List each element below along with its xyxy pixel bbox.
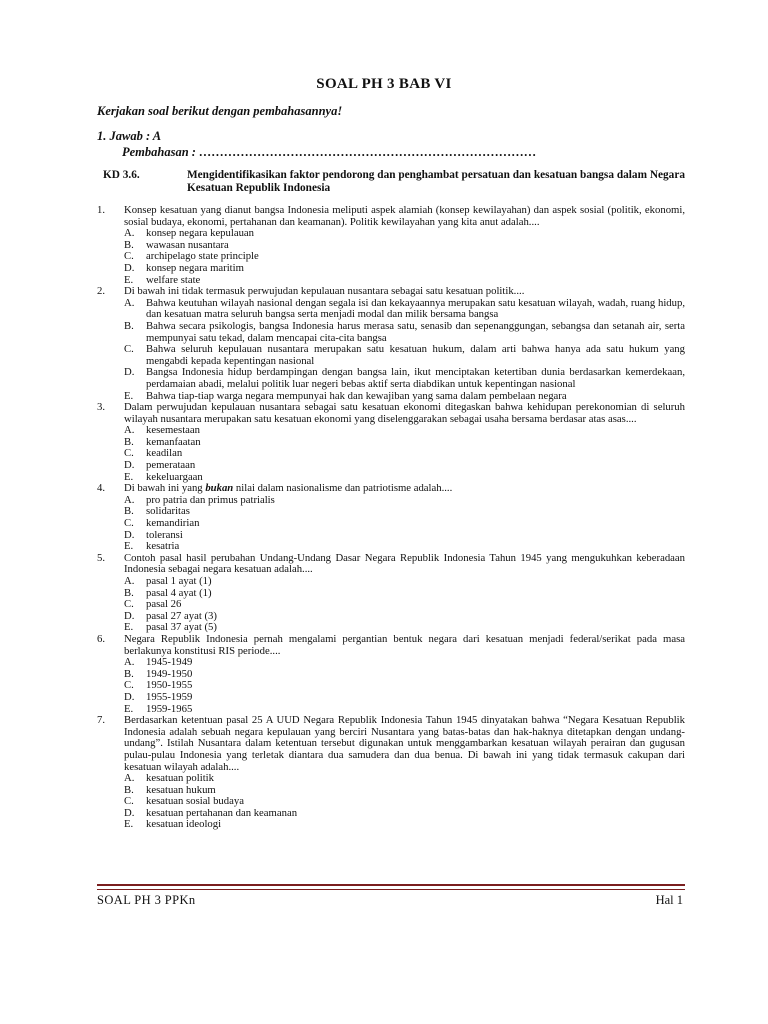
option-letter: B. — [124, 667, 134, 680]
question-stem: Contoh pasal hasil perubahan Undang-Undang Dasar Negara Republik Indonesia Tahun 1945 yang mengukuhkan keberadaan Indonesia sebagai negara kesatuan adalah.... — [124, 551, 685, 576]
option-letter: A. — [124, 493, 135, 506]
answer-option — [124, 437, 685, 449]
option-text: kemanfaatan — [146, 435, 201, 448]
option-text: solidaritas — [146, 505, 190, 518]
option-letter: C. — [124, 250, 134, 263]
footer-rule — [97, 884, 685, 886]
stem-emphasis: bukan — [205, 482, 234, 495]
answer-option — [124, 448, 685, 460]
answer-option — [124, 495, 685, 507]
option-text: Bahwa secara psikologis, bangsa Indonesia harus merasa satu, senasib dan sepenanggungan, sebangsa dan setanah air, serta mempunyai satu tekad, dalam mencapai cita-cita bangsa — [146, 319, 685, 344]
option-letter: C. — [124, 517, 134, 530]
answer-option — [124, 657, 685, 669]
answer-option — [124, 506, 685, 518]
answer-option — [124, 425, 685, 437]
question-item — [97, 634, 685, 715]
option-letter: B. — [124, 319, 134, 332]
answer-option — [124, 460, 685, 472]
question-stem: Negara Republik Indonesia pernah mengalami pergantian bentuk negara dari kesatuan menjadi federal/serikat pada masa berlakunya konstitusi RIS periode.... — [124, 632, 685, 657]
question-item — [97, 402, 685, 483]
question-number: 1. — [97, 204, 106, 216]
option-text: wawasan nusantara — [146, 238, 229, 251]
stem-text: nilai dalam nasionalisme dan patriotisme adalah.... — [233, 482, 453, 495]
option-letter: D. — [124, 366, 135, 379]
option-text: 1949-1950 — [146, 667, 193, 680]
question-number: 7. — [97, 714, 106, 727]
option-letter: A. — [124, 772, 135, 785]
question-number: 3. — [97, 401, 106, 414]
option-letter: E. — [124, 273, 134, 286]
option-letter: B. — [124, 238, 134, 251]
option-text: pro patria dan primus patrialis — [146, 493, 275, 506]
option-text: kesatuan ideologi — [146, 818, 222, 831]
option-letter: A. — [124, 227, 135, 240]
option-letter: D. — [124, 261, 135, 274]
option-letter: D. — [124, 690, 135, 703]
answer-option — [124, 680, 685, 692]
answer-option — [124, 692, 685, 704]
option-text: kesatria — [146, 540, 180, 553]
option-text: kesatuan politik — [146, 772, 214, 785]
answer-option — [124, 819, 685, 831]
option-text: kesatuan sosial budaya — [146, 795, 244, 808]
example-explanation: Pembahasan : ……………………………………………………………………… — [122, 145, 537, 159]
option-letter: C. — [124, 795, 134, 808]
answer-option — [124, 669, 685, 681]
option-letter: C. — [124, 598, 134, 611]
question-item — [97, 715, 685, 831]
option-text: pasal 4 ayat (1) — [146, 586, 212, 599]
question-stem: Berdasarkan ketentuan pasal 25 A UUD Negara Republik Indonesia Tahun 1945 dinyatakan bahwa “Negara Kesatuan Republik Indonesia adalah sebuah negara kepulauan yang berciri Nusantara yang batas-batas dan hak-haknya ditetapkan dengan undang-undang”. Istilah Nusantara dalam ketentuan tersebut digunakan untuk menggambarkan kesatuan wilayah perairan dan gugusan pulau-pulau Indonesia yang terletak diantara dua samudera dan dua benua. Di bawah ini yang tidak termasuk cakupan dari kesatuan wilayah adalah.... — [124, 714, 685, 773]
question-item — [97, 205, 685, 286]
question-item — [97, 286, 685, 402]
option-letter: E. — [124, 818, 134, 831]
option-text: pasal 27 ayat (3) — [146, 609, 217, 622]
option-text: kekeluargaan — [146, 470, 203, 483]
option-letter: C. — [124, 343, 134, 356]
option-letter: E. — [124, 702, 134, 715]
answer-option — [124, 298, 685, 321]
footer-rule-thin — [97, 889, 685, 890]
stem-text: Di bawah ini yang — [124, 482, 206, 495]
answer-option — [124, 367, 685, 390]
option-text: kesatuan hukum — [146, 783, 216, 796]
kd-code: KD 3.6. — [103, 169, 140, 181]
option-letter: D. — [124, 459, 135, 472]
option-text: toleransi — [146, 528, 183, 541]
question-item — [97, 483, 685, 553]
footer-page-number: Hal 1 — [655, 893, 683, 907]
option-text: archipelago state principle — [146, 250, 259, 263]
option-letter: B. — [124, 783, 134, 796]
question-stem: Di bawah ini tidak termasuk perwujudan kepulauan nusantara sebagai satu kesatuan politik.... — [124, 285, 525, 298]
kd-text: Mengidentifikasikan faktor pendorong dan penghambat persatuan dan kesatuan bangsa dalam Negara Kesatuan Republik Indonesia — [187, 169, 685, 194]
option-text: kesatuan pertahanan dan keamanan — [146, 806, 298, 819]
option-text: 1955-1959 — [146, 690, 193, 703]
question-number: 2. — [97, 285, 106, 298]
option-text: Bangsa Indonesia hidup berdampingan dengan bangsa lain, ikut menciptakan ketertiban dunia berdasarkan kemerdekaan, perdamaian abadi, melalui politik luar negeri bebas aktif serta diabdikan untuk kepentingan nasional — [146, 366, 685, 390]
option-letter: E. — [124, 621, 134, 634]
question-item — [97, 553, 685, 634]
question-list — [97, 205, 685, 831]
option-letter: E. — [124, 540, 134, 553]
option-letter: A. — [124, 296, 135, 309]
answer-option — [124, 344, 685, 367]
option-letter: E. — [124, 470, 134, 483]
option-letter: D. — [124, 609, 135, 622]
option-text: 1945-1949 — [146, 656, 193, 669]
option-letter: D. — [124, 806, 135, 819]
instruction: Kerjakan soal berikut dengan pembahasannya! — [97, 104, 343, 118]
answer-option — [124, 518, 685, 530]
option-text: kesemestaan — [146, 424, 201, 437]
answer-option — [124, 321, 685, 344]
option-letter: E. — [124, 389, 134, 402]
option-letter: A. — [124, 424, 135, 437]
answer-option — [124, 588, 685, 600]
question-stem: Konsep kesatuan yang dianut bangsa Indonesia meliputi aspek alamiah (konsep kewilayahan) dan aspek sosial (politik, ekonomi, sosial budaya, ekonomi, pertahanan dan keamanan). Politik kewilayahan yang kita anut adalah.... — [124, 204, 685, 228]
option-text: keadilan — [146, 447, 183, 460]
question-number: 5. — [97, 551, 106, 564]
option-text: konsep negara kepulauan — [146, 227, 255, 240]
option-text: 1959-1965 — [146, 702, 193, 715]
page-title: SOAL PH 3 BAB VI — [316, 76, 452, 92]
question-number: 4. — [97, 482, 106, 495]
option-letter: C. — [124, 447, 134, 460]
option-text: pasal 26 — [146, 598, 182, 611]
answer-option — [124, 263, 685, 275]
option-letter: A. — [124, 575, 135, 587]
option-letter: B. — [124, 505, 134, 518]
option-letter: D. — [124, 528, 135, 541]
example-answer: 1. Jawab : A — [97, 129, 162, 143]
option-letter: B. — [124, 435, 134, 448]
option-text: pemerataan — [146, 459, 196, 472]
option-text: konsep negara maritim — [146, 261, 244, 274]
option-text: Bahwa tiap-tiap warga negara mempunyai hak dan kewajiban yang sama dalam pembelaan negara — [146, 389, 567, 402]
option-letter: B. — [124, 586, 134, 599]
option-text: Bahwa seluruh kepulauan nusantara merupakan satu kesatuan hukum, dalam arti bahwa hanya ada satu hukum yang mengabdi kepada kepentingan nasional — [146, 343, 685, 367]
option-letter: A. — [124, 656, 135, 669]
question-stem: Dalam perwujudan kepulauan nusantara sebagai satu kesatuan ekonomi ditegaskan bahwa kehidupan perekonomian di seluruh wilayah nusantara merupakan satu kesatuan ekonomi yang diselenggarakan sebagai usaha bersama berdasar atas asas.... — [124, 401, 685, 425]
question-number: 6. — [97, 632, 106, 645]
option-text: kemandirian — [146, 517, 200, 530]
answer-option — [124, 530, 685, 542]
option-text: welfare state — [146, 273, 201, 286]
option-letter: C. — [124, 679, 134, 692]
option-text: pasal 37 ayat (5) — [146, 621, 217, 634]
option-text: pasal 1 ayat (1) — [146, 575, 212, 587]
option-text: Bahwa keutuhan wilayah nasional dengan segala isi dan kekayaannya merupakan satu kesatuan wilayah, wadah, ruang hidup, dan kesatuan matra seluruh bangsa serta menjadi modal dan milik bersama bangsa — [146, 296, 685, 321]
footer-doc-title: SOAL PH 3 PPKn — [97, 893, 196, 907]
option-text: 1950-1955 — [146, 679, 193, 692]
